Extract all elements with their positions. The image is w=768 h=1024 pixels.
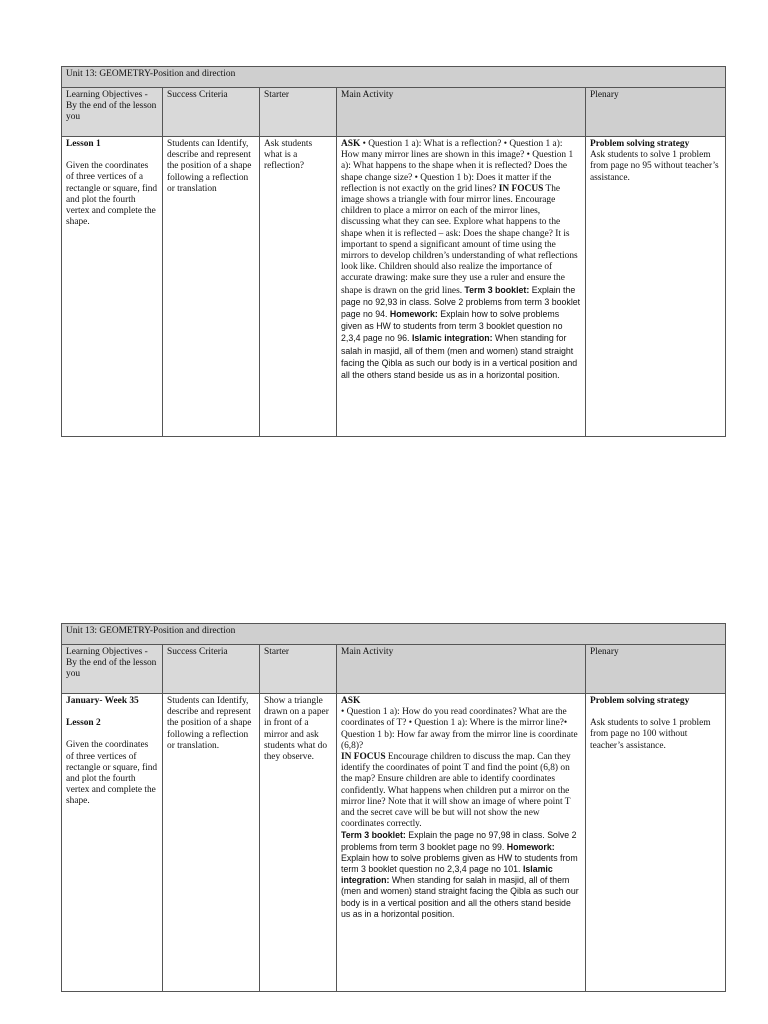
unit-title: Unit 13: GEOMETRY-Position and direction — [62, 624, 726, 645]
header-starter: Starter — [260, 88, 337, 137]
success-criteria-cell: Students can Identify, describe and represent the position of a shape following a reflection or translation — [163, 137, 260, 437]
learning-objectives-cell — [62, 137, 163, 437]
islamic-integration-label: Islamic integration: — [411, 333, 493, 344]
islamic-integration-label: Islamic integration: — [341, 864, 553, 886]
homework-label: Homework: — [389, 309, 438, 320]
ask-label: ASK — [341, 696, 361, 706]
unit-title: Unit 13: GEOMETRY-Position and direction — [62, 67, 726, 88]
in-focus-label: IN FOCUS — [498, 183, 544, 194]
in-focus-label: IN FOCUS — [341, 752, 386, 763]
in-focus-text: Encourage children to discuss the map. Can they identify the coordinates of point T and find the point (6,8) on the map? Ensure children are able to identify coordinates confidently. What happens when children put a mirror on the mirror line? Note that it will show an image of where point T and the secret cave will be but will not show the new coordinates correctly. — [341, 752, 571, 830]
table-title-row — [62, 624, 726, 645]
starter-cell: Ask students what is a reflection? — [260, 137, 337, 437]
header-success-criteria: Success Criteria — [163, 88, 260, 137]
table-header-row — [62, 645, 726, 694]
in-focus-text: The image shows a triangle with four mirror lines. Encourage children to place a mirror on each of the mirror lines, discussing what they can see. Explore what happens to the shape when it is reflected – ask: Does the shape change? It is important to spend a significant amount of time using the mirrors to develop children’s understanding of what reflections look like. Children should also realize the importance of accurate drawing: make sure they use a ruler and ensure the shape is drawn on the grid lines. — [341, 183, 578, 296]
header-success-criteria: Success Criteria — [163, 645, 260, 694]
plenary-cell — [586, 694, 726, 992]
table-title-row — [62, 67, 726, 88]
header-main-activity: Main Activity — [337, 88, 586, 137]
objectives-text: Given the coordinates of three vertices of a rectangle or square, find and plot the fourth vertex and complete the shape. — [66, 161, 158, 228]
main-activity-cell — [337, 137, 586, 437]
booklet-label: Term 3 booklet: — [341, 830, 406, 841]
lesson-plan-table-1 — [61, 66, 726, 437]
lesson-label: Lesson 1 — [66, 139, 101, 149]
lesson-label: Lesson 2 — [66, 718, 101, 729]
booklet-text: Explain the page no 92,93 in class. Solve 2 problems from term 3 booklet page no 94. — [341, 284, 581, 320]
plenary-cell — [586, 137, 726, 437]
lesson-plan-table-2 — [61, 623, 726, 992]
header-starter: Starter — [260, 645, 337, 694]
success-criteria-cell: Students can Identify, describe and represent the position of a shape following a reflection or translation. — [163, 694, 260, 992]
ask-text: • Question 1 a): How do you read coordinates? What are the coordinates of T? • Question 1 a): Where is the mirror line?• Question 1 b): How far away from the mirror line is coordinate (6,8)? — [341, 707, 578, 751]
table-header-row — [62, 88, 726, 137]
header-learning-objectives: Learning Objectives - By the end of the lesson you — [62, 88, 163, 137]
islamic-integration-text: When standing for salah in masjid, all of them (men and women) stand straight facing the Qibla as such our body is in a vertical position and all the others stand beside us as in a horizontal position. — [341, 875, 579, 919]
header-learning-objectives: Learning Objectives - By the end of the lesson you — [62, 645, 163, 694]
header-plenary: Plenary — [586, 88, 726, 137]
homework-text: Explain how to solve problems given as HW to students from term 3 booklet question no 2,3,4 page no 101. — [341, 852, 578, 875]
header-main-activity: Main Activity — [337, 645, 586, 694]
plenary-text: Ask students to solve 1 problem from page no 100 without teacher’s assistance. — [590, 718, 711, 751]
lesson-row — [62, 694, 726, 992]
islamic-integration-text: When standing for salah in masjid, all of them (men and women) stand straight facing the Qibla as such our body is in a vertical position and all the others stand beside us as in a horizontal position. — [341, 333, 578, 381]
plenary-strategy-label: Problem solving strategy — [590, 696, 690, 706]
starter-cell: Show a triangle drawn on a paper in front of a mirror and ask students what do they observe. — [260, 694, 337, 992]
plenary-text: Ask students to solve 1 problem from page no 95 without teacher’s assistance. — [590, 150, 719, 183]
learning-objectives-cell — [62, 694, 163, 992]
objectives-text: Given the coordinates of three vertices of rectangle or square, find and plot the fourth vertex and complete the shape. — [66, 740, 158, 807]
ask-label: ASK — [341, 139, 361, 149]
homework-label: Homework: — [506, 841, 555, 852]
homework-text: Explain how to solve problems given as HW to students from term 3 booklet question no 2,3,4 page no 96. — [341, 309, 563, 344]
header-plenary: Plenary — [586, 645, 726, 694]
ask-text: • Question 1 a): What is a reflection? • Question 1 a): How many mirror lines are shown in this image? • Question 1 a): What happens to the shape when it is reflected? Does the shape change size? • Question 1 b): Does it matter if the reflection is not exactly on the grid lines? — [341, 139, 574, 194]
booklet-label: Term 3 booklet: — [464, 284, 530, 295]
week-label: January- Week 35 — [66, 696, 139, 706]
plenary-strategy-label: Problem solving strategy — [590, 139, 690, 149]
main-activity-cell — [337, 694, 586, 992]
lesson-row — [62, 137, 726, 437]
booklet-text: Explain the page no 97,98 in class. Solve 2 problems from term 3 booklet page no 99. — [341, 830, 577, 852]
